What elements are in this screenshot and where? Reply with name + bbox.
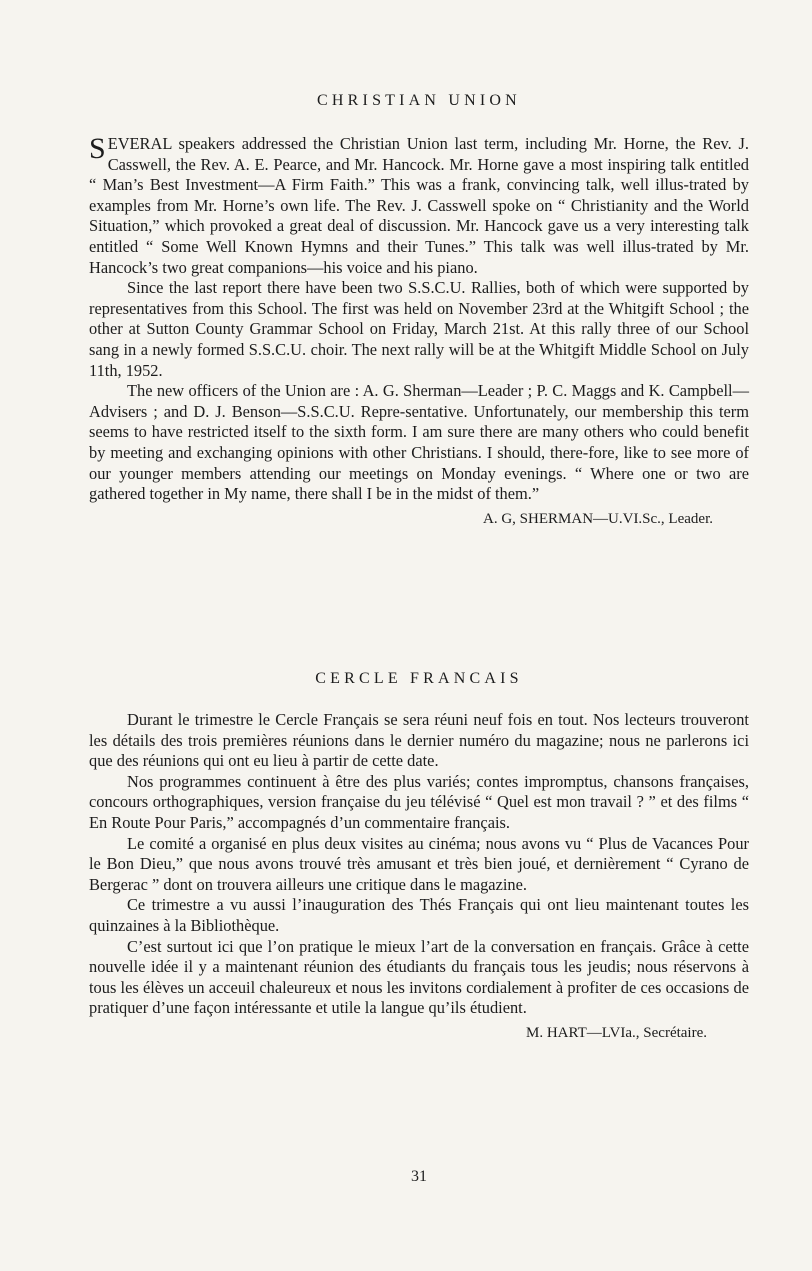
cercle-francais-paragraph-5: C’est surtout ici que l’on pratique le mieux l’art de la conversation en français. Grâce à cette nouvelle idée il y a maintenant réunion des étudiants du français tous les jeudis; nous réservons à tous les élèves un acceuil chaleureux et nous les invitons cordialement à profiter de ces occasions de pratiquer d’une façon intéressante et utile la langue qu’ils étudient. [89, 936, 749, 1018]
cercle-francais-paragraph-1: Durant le trimestre le Cercle Français se sera réuni neuf fois en tout. Nos lecteurs trouveront les détails des trois premières réunions dans le dernier numéro du magazine; nous ne parlerons ici que des réunions qui ont eu lieu à partir de cette date. [89, 710, 749, 771]
christian-union-paragraph-1 [89, 134, 749, 278]
section-heading-cercle-francais: CERCLE FRANCAIS [315, 670, 523, 687]
cercle-francais-paragraph-4: Ce trimestre a vu aussi l’inauguration des Thés Français qui ont lieu maintenant toutes les quinzaines à la Bibliothèque. [89, 895, 749, 935]
page-number: 31 [411, 1168, 427, 1185]
cercle-francais-paragraph-2: Nos programmes continuent à être des plus variés; contes impromptus, chansons françaises, concours orthographiques, version française du jeu télévisé “ Quel est mon travail ? ” et des films “ En Route Pour Paris,” accompagnés d’un commentaire français. [89, 771, 749, 832]
cercle-francais-signature: M. HART—LVIa., Secrétaire. [526, 1024, 707, 1041]
cercle-francais-body [89, 710, 749, 1044]
christian-union-paragraph-1-text: EVERAL speakers addressed the Christian Union last term, including Mr. Horne, the Rev. J. Casswell, the Rev. A. E. Pearce, and Mr. Hancock. Mr. Horne gave a most inspiring talk entitled “ Man’s Best Investment—A Firm Faith.” This was a frank, convincing talk, well illus-trated by examples from Mr. Horne’s own life. The Rev. J. Casswell spoke on “ Christianity and the World Situation,” which provoked a great deal of discussion. Mr. Hancock gave us a very interesting talk entitled “ Some Well Known Hymns and their Tunes.” This talk was well illus-trated by Mr. Hancock’s two great companions—his voice and his piano. [89, 134, 749, 277]
drop-cap: S [89, 132, 106, 165]
christian-union-body [89, 134, 749, 529]
section-heading-christian-union: CHRISTIAN UNION [317, 92, 521, 109]
christian-union-signature: A. G, SHERMAN—U.VI.Sc., Leader. [483, 510, 713, 527]
christian-union-paragraph-2: Since the last report there have been two S.S.C.U. Rallies, both of which were supported by representatives from this School. The first was held on November 23rd at the Whitgift School ; the other at Sutton County Grammar School on Friday, March 21st. At this rally three of our School sang in a newly formed S.S.C.U. choir. The next rally will be at the Whitgift Middle School on July 11th, 1952. [89, 278, 749, 380]
cercle-francais-paragraph-3: Le comité a organisé en plus deux visites au cinéma; nous avons vu “ Plus de Vacances Pour le Bon Dieu,” que nous avons trouvé très amusant et très bien joué, et dernièrement “ Cyrano de Bergerac ” dont on trouvera ailleurs une critique dans le magazine. [89, 833, 749, 894]
christian-union-paragraph-3: The new officers of the Union are : A. G. Sherman—Leader ; P. C. Maggs and K. Campbell—Advisers ; and D. J. Benson—S.S.C.U. Repre-sentative. Unfortunately, our membership this term seems to have restricted itself to the sixth form. I am sure there are many others who could benefit by meeting and exchanging opinions with other Christians. I should, there-fore, like to see more of our younger members attending our meetings on Monday evenings. “ Where one or two are gathered together in My name, there shall I be in the midst of them.” [89, 381, 749, 504]
